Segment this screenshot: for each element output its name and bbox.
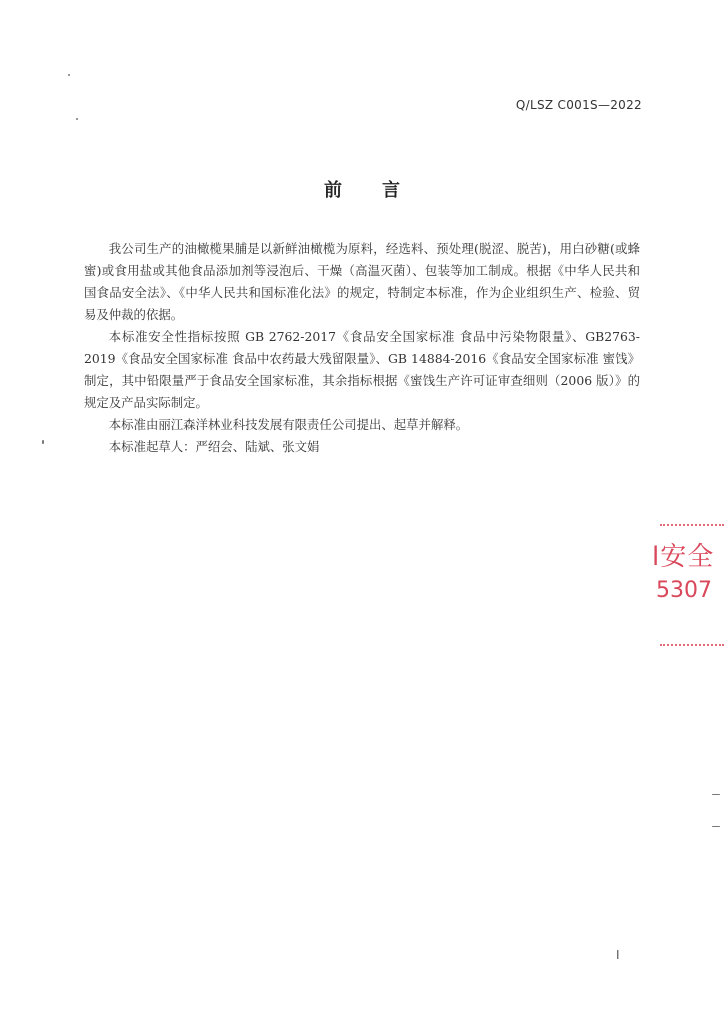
scan-speck	[68, 74, 70, 76]
paragraph-intro: 我公司生产的油橄榄果脯是以新鲜油橄榄为原料，经选料、预处理(脱涩、脱苦)，用白砂糖(或蜂蜜)或食用盐或其他食品添加剂等浸泡后、干燥（高温灭菌）、包装等加工制成。根据《中华人民共和国食品安全法》、《中华人民共和国标准化法》的规定，特制定本标准，作为企业组织生产、检验、贸易及仲裁的依据。	[84, 241, 640, 322]
scan-speck	[76, 118, 78, 120]
page-title: 前言	[324, 180, 440, 201]
page-number: I	[616, 948, 620, 962]
paragraph-drafters: 本标准起草人：严绍会、陆斌、张文娟	[108, 439, 320, 454]
stamp-border-top	[660, 524, 724, 526]
scan-speck	[712, 826, 720, 827]
stamp-text: l安全	[652, 542, 715, 572]
document-code: Q/LSZ C001S—2022	[515, 98, 642, 112]
stamp-number: 5307	[656, 578, 712, 603]
paragraph-proposer: 本标准由丽江森洋林业科技发展有限责任公司提出、起草并解释。	[108, 417, 469, 432]
paragraph-safety-indicators: 本标准安全性指标按照 GB 2762-2017《食品安全国家标准 食品中污染物限量》、GB2763-2019《食品安全国家标准 食品中农药最大残留限量》、GB 14884-2016《食品安全国家标准 蜜饯》制定，其中铅限量严于食品安全国家标准，其余指标根据《蜜饯生产许可证审查细则（2006 版）》的规定及产品实际制定。	[84, 329, 640, 410]
foreword-body	[84, 238, 640, 458]
official-stamp	[652, 520, 724, 650]
scan-speck	[42, 440, 44, 444]
scan-speck	[712, 794, 720, 795]
stamp-border-bottom	[660, 644, 724, 646]
